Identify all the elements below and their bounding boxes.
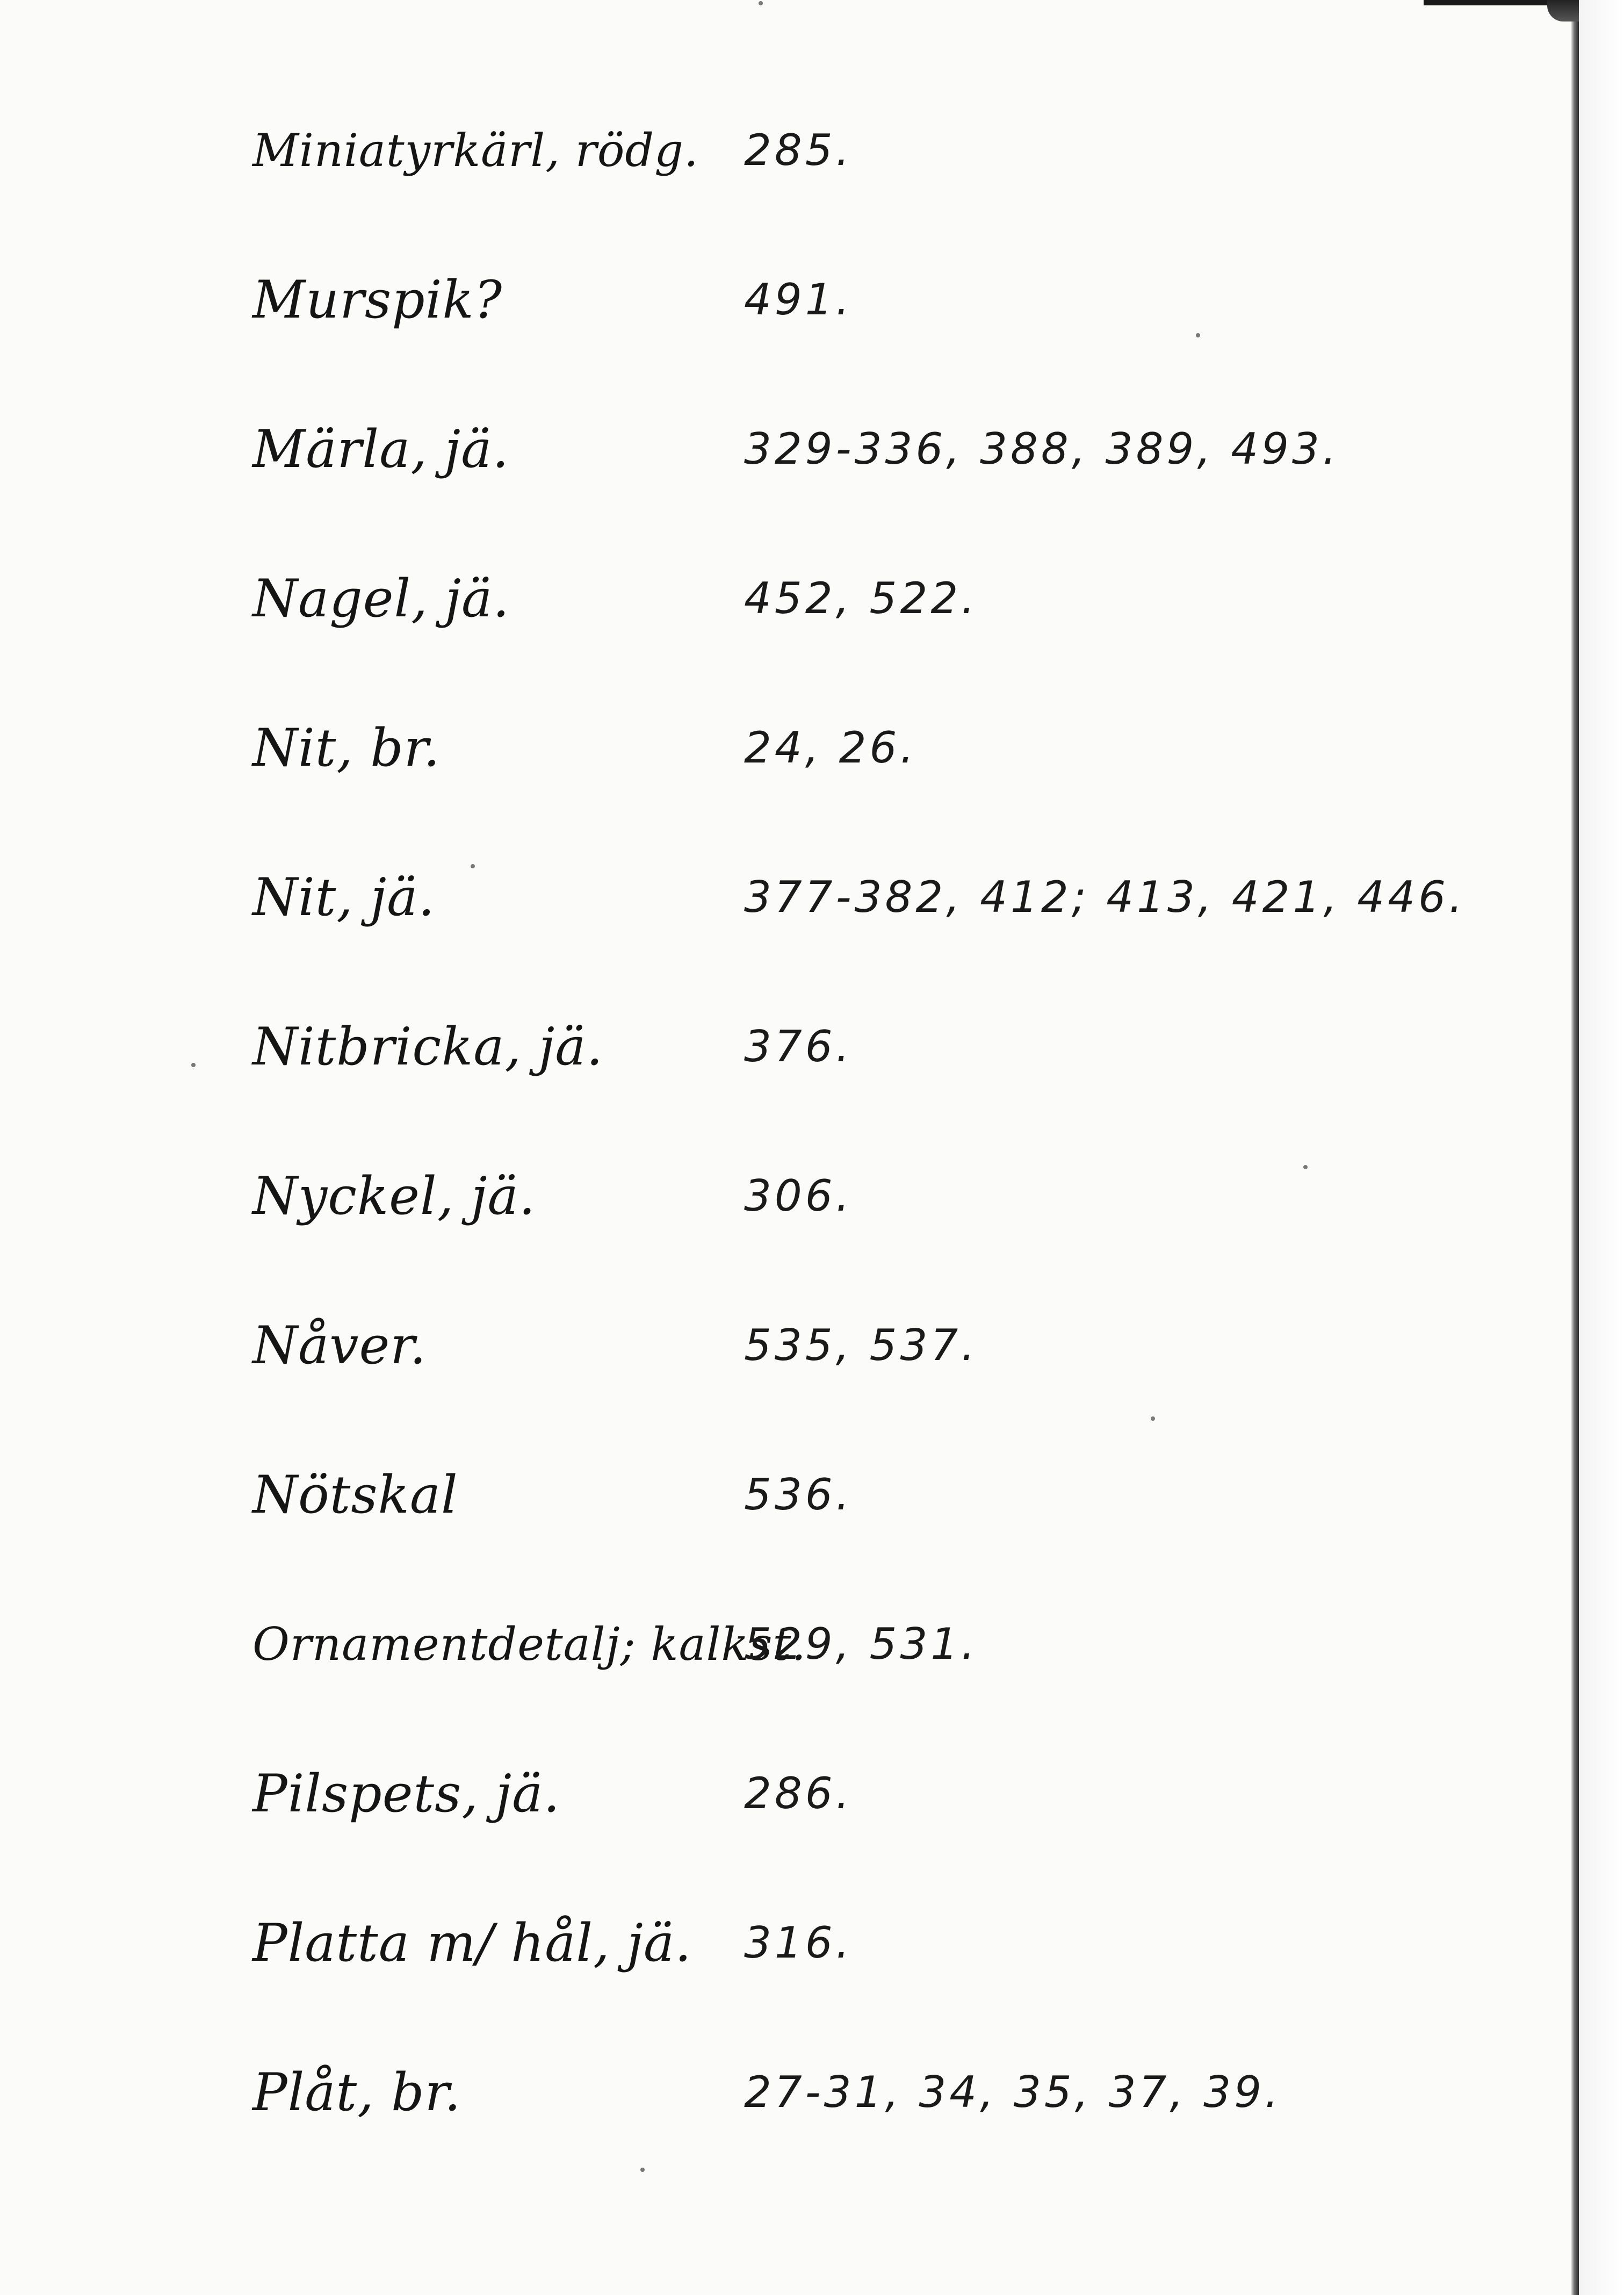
- index-entry: [0, 556, 1558, 642]
- index-term: Nit, jä.: [252, 867, 435, 927]
- index-entry: [0, 2049, 1558, 2135]
- index-entry: [0, 1452, 1558, 1538]
- scan-speck: [1151, 1416, 1155, 1421]
- scan-speck: [1196, 333, 1200, 337]
- index-term: Murspik?: [252, 270, 503, 330]
- book-spine-edge: [1571, 21, 1579, 2295]
- index-entry: [0, 1303, 1558, 1388]
- index-entry: [0, 854, 1558, 940]
- scan-margin: [1579, 0, 1624, 2295]
- index-term: Pilspets, jä.: [252, 1764, 560, 1824]
- index-pages: 491.: [744, 275, 853, 325]
- index-term: Nit, br.: [252, 718, 441, 778]
- scan-speck: [1303, 1165, 1308, 1169]
- index-term: Nagel, jä.: [252, 569, 510, 629]
- index-term: Märla, jä.: [252, 419, 509, 479]
- index-entry: [0, 1900, 1558, 1986]
- index-entry: [0, 1153, 1558, 1239]
- index-entry: [0, 406, 1558, 492]
- index-pages: 316.: [744, 1918, 853, 1968]
- index-term: Platta m/ hål, jä.: [252, 1913, 692, 1973]
- index-entry: [0, 1601, 1558, 1687]
- scan-speck: [640, 2168, 645, 2172]
- scan-speck: [759, 1, 763, 5]
- index-entry: [0, 107, 1558, 193]
- index-term: Plåt, br.: [252, 2062, 461, 2123]
- index-pages: 376.: [744, 1021, 853, 1071]
- index-term: Ornamentdetalj; kalkst.: [252, 1618, 806, 1671]
- index-pages: 306.: [744, 1171, 853, 1221]
- index-pages: 535, 537.: [744, 1320, 978, 1370]
- index-term: Nitbricka, jä.: [252, 1017, 604, 1077]
- index-pages: 536.: [744, 1470, 853, 1520]
- index-pages: 529, 531.: [744, 1619, 978, 1669]
- index-term: Miniatyrkärl, rödg.: [252, 124, 699, 177]
- scan-speck: [471, 864, 475, 868]
- index-pages: 329-336, 388, 389, 493.: [744, 424, 1340, 474]
- index-pages: 452, 522.: [744, 573, 978, 623]
- index-pages: 377-382, 412; 413, 421, 446.: [744, 872, 1466, 922]
- index-entry: [0, 257, 1558, 343]
- index-term: Nåver.: [252, 1315, 427, 1376]
- index-pages: 286.: [744, 1768, 853, 1818]
- index-term: Nötskal: [252, 1465, 458, 1525]
- index-pages: 24, 26.: [744, 723, 917, 773]
- index-entry: [0, 705, 1558, 791]
- index-pages: 285.: [744, 125, 853, 175]
- index-pages: 27-31, 34, 35, 37, 39.: [744, 2067, 1282, 2117]
- index-term: Nyckel, jä.: [252, 1166, 536, 1226]
- scan-speck: [191, 1063, 196, 1067]
- index-entry: [0, 1004, 1558, 1090]
- index-entry: [0, 1751, 1558, 1837]
